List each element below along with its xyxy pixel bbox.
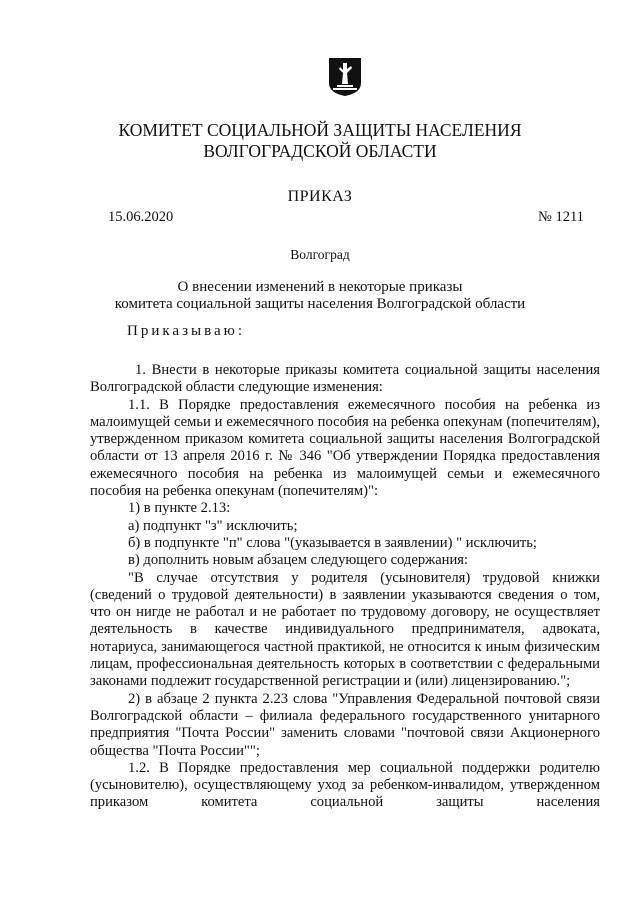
organization-name [0,120,640,162]
paragraph-item-2: 2) в абзаце 2 пункта 2.23 слова "Управления Федеральной почтовой связи Волгоградской области – филиала федерального государственного унитарного предприятия "Почта России" заменить словами "почтовой связи Акционерного общества "Почта России""; [90,690,600,759]
coat-of-arms-icon [328,57,362,97]
city: Волгоград [290,247,350,262]
paragraph-item-b: б) в подпункте "п" слова "(указывается в заявлении) " исключить; [128,534,537,551]
order-number: № 1211 [538,209,584,225]
paragraph-1-1: 1.1. В Порядке предоставления ежемесячного пособия на ребенка из малоимущей семьи и ежемесячного пособия на ребенка опекунам (попечителям), утвержденном приказом комитета социальной защиты населения Волгоградской области от 13 апреля 2016 г. № 346 "Об утверждении Порядка предоставления ежемесячного пособия на ребенка из малоимущей семьи и ежемесячного пособия на ребенка опекунам (попечителям)": [90,396,600,500]
organization-name-line2: ВОЛГОГРАДСКОЙ ОБЛАСТИ [203,141,437,161]
paragraph-item-v: в) дополнить новым абзацем следующего содержания: [128,552,469,569]
paragraph-1: 1. Внести в некоторые приказы комитета социальной защиты населения Волгоградской области следующие изменения: [90,362,600,396]
paragraph-quote: "В случае отсутствия у родителя (усыновителя) трудовой книжки (сведений о трудовой деятельности) в заявлении указываются сведения о том, что он нигде не работал и не работает по трудовому договору, не осуществляет деятельность в качестве индивидуального предпринимателя, адвоката, нотариуса, занимающегося частной практикой, не относится к иным физическим лицам, профессиональная деятельность которых в соответствии с федеральными законами подлежит государственной регистрации и (или) лицензированию."; [90,569,600,690]
paragraph-item-a: а) подпункт "з" исключить; [128,517,298,534]
document-type: ПРИКАЗ [287,188,353,205]
order-subject-line1: О внесении изменений в некоторые приказы [177,279,463,295]
order-subject [0,279,640,313]
document-body [90,362,600,812]
order-subject-line2: комитета социальной защиты населения Волгоградской области [114,296,526,312]
organization-name-line1: КОМИТЕТ СОЦИАЛЬНОЙ ЗАЩИТЫ НАСЕЛЕНИЯ [118,120,522,140]
paragraph-1-2: 1.2. В Порядке предоставления мер социальной поддержки родителю (усыновителю), осуществляющему уход за ребенком-инвалидом, утвержденном приказом комитета социальной защиты населения [90,759,600,811]
paragraph-item-1: 1) в пункте 2.13: [128,500,231,517]
orders-word: Приказываю: [127,323,245,339]
order-date: 15.06.2020 [108,209,174,225]
